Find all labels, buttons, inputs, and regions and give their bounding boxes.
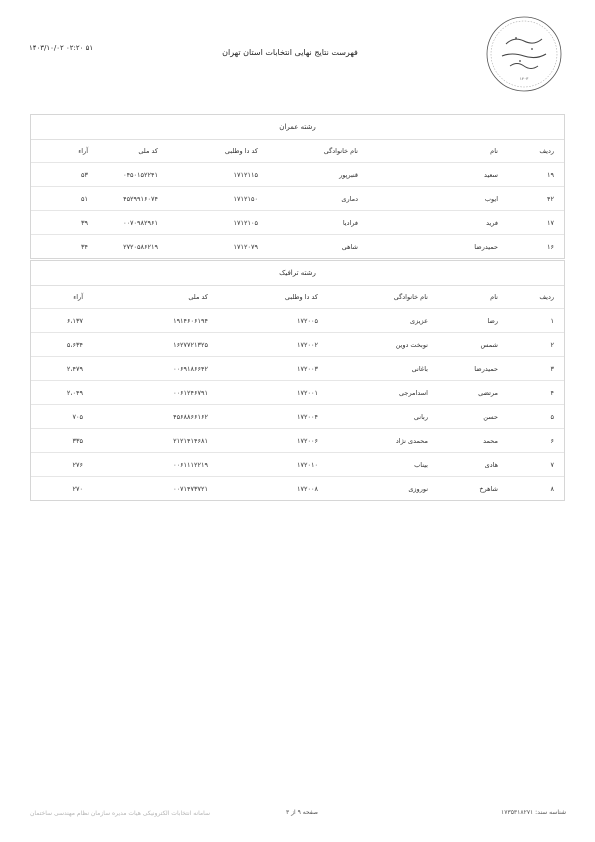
column-header-row-number: ردیف bbox=[508, 286, 564, 309]
column-header-candidate-code: کد دا وطلبی bbox=[218, 286, 328, 309]
cell-last-name: نوبخت دوین bbox=[328, 333, 438, 357]
column-header-first-name: نام bbox=[438, 286, 508, 309]
cell-last-name: دماری bbox=[268, 187, 368, 211]
cell-candidate-code: ۱۷۲۰۰۳ bbox=[218, 357, 328, 381]
column-header-last-name: نام خانوادگی bbox=[328, 286, 438, 309]
table-row bbox=[31, 429, 564, 453]
page-title: فهرست نتایج نهایی انتخابات استان تهران bbox=[222, 48, 358, 57]
cell-first-name: ایوب bbox=[368, 187, 508, 211]
cell-national-id: ۰۰۶۹۱۸۶۶۴۲ bbox=[93, 357, 218, 381]
column-header-national-id: کد ملی bbox=[98, 140, 168, 163]
cell-last-name: ربانی bbox=[328, 405, 438, 429]
cell-votes: ۲۷۰ bbox=[72, 484, 83, 493]
cell-candidate-code: ۱۷۲۰۰۱ bbox=[218, 381, 328, 405]
cell-last-name: اسدامرجی bbox=[328, 381, 438, 405]
svg-text:۱۴۰۳: ۱۴۰۳ bbox=[519, 76, 529, 81]
column-header-national-id: کد ملی bbox=[93, 286, 218, 309]
cell-national-id: ۰۰۷۰۹۸۲۹۶۱ bbox=[98, 211, 168, 235]
table-row bbox=[31, 163, 564, 187]
cell-votes: ۲،۴۷۹ bbox=[31, 357, 93, 381]
cell-votes: ۲۷۶ bbox=[31, 453, 93, 477]
cell-candidate-code: ۱۷۱۲۱۰۵ bbox=[168, 211, 268, 235]
section-civil bbox=[30, 114, 565, 259]
cell-national-id: ۰۰۶۱۱۱۲۲۱۹ bbox=[93, 453, 218, 477]
cell-national-id: ۱۹۱۴۶۰۶۱۹۴ bbox=[93, 309, 218, 333]
table-header-row bbox=[31, 140, 564, 163]
cell-first-name: حمیدرضا bbox=[474, 242, 498, 251]
results-table-traffic bbox=[31, 286, 564, 500]
column-header-candidate-code: کد دا وطلبی bbox=[168, 140, 268, 163]
cell-row-number: ۱ bbox=[508, 309, 564, 333]
cell-last-name: نوروزی bbox=[408, 484, 428, 493]
cell-first-name: مرتضی bbox=[438, 381, 508, 405]
cell-votes: ۲،۰۴۹ bbox=[31, 381, 93, 405]
cell-row-number: ۱۷ bbox=[508, 211, 564, 235]
cell-row-number: ۸ bbox=[550, 484, 554, 493]
cell-last-name: محمدی نژاد bbox=[328, 429, 438, 453]
cell-last-name: عزیزی bbox=[328, 309, 438, 333]
cell-first-name: محمد bbox=[438, 429, 508, 453]
cell-row-number: ۵ bbox=[508, 405, 564, 429]
table-row bbox=[31, 477, 564, 501]
cell-national-id: ۲۱۲۱۴۱۴۶۸۱ bbox=[93, 429, 218, 453]
cell-national-id: ۰۰۶۱۲۴۶۷۹۱ bbox=[93, 381, 218, 405]
cell-row-number: ۱۶ bbox=[547, 242, 554, 251]
cell-candidate-code: ۱۷۱۲۰۷۹ bbox=[233, 242, 258, 251]
table-row bbox=[31, 333, 564, 357]
cell-candidate-code: ۱۷۲۰۰۵ bbox=[218, 309, 328, 333]
document-serial: شناسه سند: ۱۷۳۵۳۱۸۲۷۱ bbox=[501, 809, 566, 816]
cell-first-name: حمیدرضا bbox=[438, 357, 508, 381]
column-header-votes: آراء bbox=[31, 140, 98, 163]
cell-row-number: ۴۲ bbox=[508, 187, 564, 211]
cell-national-id: ۰۰۷۱۴۷۳۷۲۱ bbox=[173, 484, 208, 493]
cell-national-id: ۴۵۲۹۹۱۶۰۷۴ bbox=[98, 187, 168, 211]
section-title: رشته عمران bbox=[31, 115, 564, 140]
section-traffic bbox=[30, 260, 565, 501]
cell-first-name: شاهرخ bbox=[479, 484, 498, 493]
cell-last-name: شاهی bbox=[341, 242, 358, 251]
cell-national-id: ۲۷۲۰۵۸۶۲۱۹ bbox=[123, 242, 158, 251]
election-seal-logo bbox=[484, 14, 564, 94]
cell-candidate-code: ۱۷۱۲۱۱۵ bbox=[168, 163, 268, 187]
section-title: رشته ترافیک bbox=[31, 261, 564, 286]
cell-votes: ۳۹ bbox=[31, 211, 98, 235]
cell-candidate-code: ۱۷۲۰۰۲ bbox=[218, 333, 328, 357]
cell-last-name: باغانی bbox=[328, 357, 438, 381]
page-number: صفحه ۹ از ۳ bbox=[286, 809, 318, 816]
cell-first-name: حسن bbox=[438, 405, 508, 429]
cell-candidate-code: ۱۷۱۲۱۵۰ bbox=[168, 187, 268, 211]
cell-candidate-code: ۱۷۲۰۰۴ bbox=[218, 405, 328, 429]
cell-first-name: رضا bbox=[438, 309, 508, 333]
cell-candidate-code: ۱۷۲۰۰۸ bbox=[297, 484, 318, 493]
column-header-first-name: نام bbox=[368, 140, 508, 163]
cell-national-id: ۴۵۶۸۸۶۶۱۶۲ bbox=[93, 405, 218, 429]
cell-first-name: سعید bbox=[368, 163, 508, 187]
cell-votes: ۵۳ bbox=[31, 163, 98, 187]
footer-system-note: سامانه انتخابات الکترونیکی هیات مدیره سازمان نظام مهندسی ساختمان bbox=[30, 810, 210, 817]
results-table-civil bbox=[31, 140, 564, 258]
table-header-row bbox=[31, 286, 564, 309]
cell-votes: ۷۰۵ bbox=[31, 405, 93, 429]
cell-first-name: هادی bbox=[438, 453, 508, 477]
cell-last-name: قنبرپور bbox=[268, 163, 368, 187]
table-row bbox=[31, 235, 564, 259]
cell-candidate-code: ۱۷۲۰۰۶ bbox=[218, 429, 328, 453]
cell-row-number: ۲ bbox=[508, 333, 564, 357]
column-header-votes: آراء bbox=[31, 286, 93, 309]
column-header-last-name: نام خانوادگی bbox=[268, 140, 368, 163]
cell-votes: ۵،۶۳۴ bbox=[31, 333, 93, 357]
column-header-row-number: ردیف bbox=[508, 140, 564, 163]
table-row bbox=[31, 309, 564, 333]
cell-row-number: ۱۹ bbox=[508, 163, 564, 187]
cell-last-name: بیناب bbox=[328, 453, 438, 477]
cell-votes: ۳۳۵ bbox=[31, 429, 93, 453]
table-row bbox=[31, 453, 564, 477]
cell-votes: ۶،۱۳۷ bbox=[31, 309, 93, 333]
cell-first-name: شمس bbox=[438, 333, 508, 357]
table-row bbox=[31, 187, 564, 211]
cell-row-number: ۳ bbox=[508, 357, 564, 381]
cell-votes: ۳۴ bbox=[81, 242, 88, 251]
cell-national-id: ۰۴۵۰۱۵۲۲۴۱ bbox=[98, 163, 168, 187]
table-row bbox=[31, 211, 564, 235]
cell-national-id: ۱۶۲۷۷۲۱۳۲۵ bbox=[93, 333, 218, 357]
cell-candidate-code: ۱۷۲۰۱۰ bbox=[218, 453, 328, 477]
print-date: ۱۴۰۳/۱۰/۰۲ ۰۲:۲۰ ۵۱ bbox=[29, 44, 94, 52]
table-row bbox=[31, 357, 564, 381]
cell-row-number: ۷ bbox=[508, 453, 564, 477]
cell-row-number: ۴ bbox=[508, 381, 564, 405]
cell-first-name: فرید bbox=[368, 211, 508, 235]
table-row bbox=[31, 381, 564, 405]
table-row bbox=[31, 405, 564, 429]
cell-last-name: فرادیا bbox=[268, 211, 368, 235]
cell-row-number: ۶ bbox=[508, 429, 564, 453]
cell-votes: ۵۱ bbox=[31, 187, 98, 211]
